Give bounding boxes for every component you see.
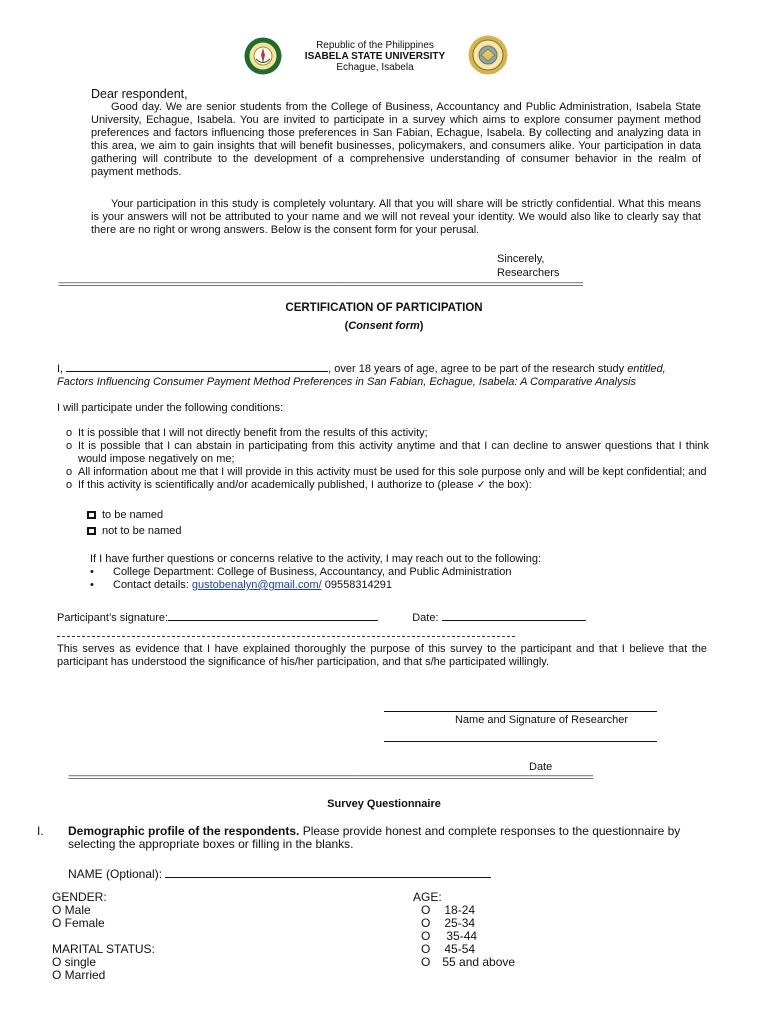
radio-glyph: O — [421, 903, 431, 917]
age-option-label: 25-34 — [444, 916, 476, 930]
marital-option-married[interactable]: O Married — [52, 968, 106, 982]
gender-label: GENDER: — [52, 890, 107, 904]
checkbox-to-be-named[interactable] — [87, 511, 96, 519]
contact-department: College Department: College of Business, Accountancy, and Public Administration — [113, 566, 512, 578]
section-intro — [68, 825, 688, 851]
researcher-date-caption: Date — [529, 761, 553, 773]
naming-checkboxes — [87, 509, 182, 541]
survey-title: Survey Questionnaire — [327, 798, 441, 810]
name-label: NAME (Optional): — [68, 867, 166, 881]
participant-name-blank[interactable] — [66, 361, 328, 372]
checkbox-row-named[interactable] — [87, 509, 182, 525]
age-label: AGE: — [413, 890, 442, 904]
closing-sincerely: Sincerely, — [497, 253, 545, 265]
signature-label: Participant’s signature: — [57, 612, 169, 624]
separator-line: =================================================================================================================================== — [58, 281, 583, 289]
condition-item — [66, 466, 709, 479]
consent-intro-prefix: I, — [57, 363, 67, 375]
condition-text: If this activity is scientifically and/or academically published, I authorize to (please ✓ the box): — [78, 479, 532, 491]
closing-researchers: Researchers — [497, 267, 560, 279]
age-option-label: 45-54 — [444, 942, 476, 956]
marital-option-single[interactable]: O single — [52, 955, 97, 969]
header-republic: Republic of the Philippines — [316, 40, 434, 51]
bullet-marker: • — [90, 579, 94, 591]
header-university: ISABELA STATE UNIVERSITY — [304, 51, 446, 62]
checkbox-label: not to be named — [102, 525, 182, 537]
contact-lead: If I have further questions or concerns relative to the activity, I may reach out to the following: — [90, 553, 542, 565]
bullet-marker: • — [90, 566, 94, 578]
contact-dept-item — [90, 566, 511, 579]
condition-text: It is possible that I can abstain in participating from this activity anytime and that I can decline to answer questions that I think would impose negatively on me; — [78, 440, 709, 465]
separator-line: =================================================================================================================================== — [68, 774, 593, 782]
conditions-list — [66, 427, 709, 492]
consent-subtitle — [58, 320, 710, 333]
radio-glyph: O — [421, 916, 431, 930]
contact-list — [90, 566, 511, 592]
signature-date-blank[interactable] — [442, 610, 586, 621]
university-seal-logo — [244, 37, 282, 75]
condition-text: All information about me that I will provide in this activity must be used for this sole purpose only and will be kept confidential; and — [78, 466, 707, 478]
contact-phone: 09558314291 — [321, 579, 393, 591]
researcher-date-line[interactable] — [384, 741, 657, 742]
section-number: I. — [37, 824, 44, 838]
college-seal-logo — [468, 35, 508, 75]
consent-intro-entitled: entitled, — [627, 363, 666, 375]
marital-group — [52, 943, 155, 982]
conditions-lead: I will participate under the following conditions: — [57, 402, 284, 414]
contact-prefix: Contact details: — [113, 579, 192, 591]
condition-marker: o — [66, 466, 73, 478]
age-option-label: 18-24 — [444, 903, 476, 917]
header-location: Echague, Isabela — [336, 62, 414, 73]
signature-blank[interactable] — [168, 610, 378, 621]
letter-salutation: Dear respondent, — [91, 87, 188, 101]
condition-marker: o — [66, 427, 73, 439]
evidence-paragraph: This serves as evidence that I have explained thoroughly the purpose of this survey to the participant and that I believe that the participant has understood the significance of his/her participation, and that s/he participated willingly. — [57, 643, 707, 668]
condition-marker: o — [66, 440, 73, 452]
radio-glyph: O — [421, 955, 431, 969]
condition-item — [66, 440, 709, 466]
consent-title: CERTIFICATION OF PARTICIPATION — [285, 302, 483, 314]
gender-option-male[interactable]: O Male — [52, 903, 91, 917]
dashed-divider — [57, 636, 515, 637]
gender-group — [52, 891, 107, 930]
age-option[interactable] — [413, 956, 515, 969]
condition-marker: o — [66, 479, 73, 491]
consent-subtitle-close: ) — [419, 320, 424, 332]
radio-glyph: O — [421, 929, 431, 943]
document-header — [284, 40, 466, 73]
checkbox-label: to be named — [102, 509, 164, 521]
letter-closing — [497, 253, 559, 280]
marital-label: MARITAL STATUS: — [52, 942, 155, 956]
researcher-label: Name and Signature of Researcher — [454, 714, 629, 726]
contact-details-item — [90, 579, 511, 592]
consent-intro — [57, 361, 722, 389]
researcher-signature-line[interactable] — [384, 711, 657, 712]
name-field-row — [68, 867, 491, 881]
consent-intro-middle: , over 18 years of age, agree to be part of the research study — [328, 363, 628, 375]
condition-item — [66, 479, 709, 492]
age-group — [413, 891, 515, 969]
section-heading: Demographic profile of the respondents. — [68, 824, 300, 838]
gender-option-female[interactable]: O Female — [52, 916, 105, 930]
age-option-label: 55 and above — [442, 955, 516, 969]
checkbox-row-not-named[interactable] — [87, 525, 182, 541]
signature-date-label: Date: — [412, 612, 442, 624]
letter-paragraph-1: Good day. We are senior students from the College of Business, Accountancy and Public Administration, Isabela State University, Echague, Isabela. You are invited to participate in a survey which aims to explore consumer payment method preferences and factors influencing those preferences in San Fabian, Echague, Isabela. By collecting and analyzing data in this area, we aim to gain insights that will benefit businesses, policymakers, and consumers alike. Your participation in data gathering will contribute to the development of a comprehensive understanding of consumer behavior in the realm of payment methods. — [91, 101, 701, 178]
consent-subtitle-word: Consent form — [348, 320, 420, 332]
section-text: Please provide honest and complete responses to the questionnaire by selecting the appropriate boxes or filling in the blanks. — [68, 824, 681, 851]
checkbox-not-to-be-named[interactable] — [87, 527, 96, 535]
letter-paragraph-2: Your participation in this study is completely voluntary. All that you will share will be strictly confidential. What this means is your answers will not be attributed to your name and we will not reveal your identity. We would also like to clearly say that there are no right or wrong answers. Below is the consent form for your perusal. — [91, 198, 701, 236]
study-title: Factors Influencing Consumer Payment Method Preferences in San Fabian, Echague, Isabela: A Comparative Analysis — [57, 376, 637, 388]
consent-subtitle-open: ( — [344, 320, 349, 332]
condition-item — [66, 427, 709, 440]
condition-text: It is possible that I will not directly benefit from the results of this activity; — [78, 427, 428, 439]
participant-signature-row — [57, 610, 586, 625]
age-option-label: 35-44 — [446, 929, 478, 943]
contact-email-link[interactable]: gustobenalyn@gmail.com/ — [191, 579, 322, 591]
name-input-blank[interactable] — [165, 867, 491, 878]
radio-glyph: O — [421, 942, 431, 956]
